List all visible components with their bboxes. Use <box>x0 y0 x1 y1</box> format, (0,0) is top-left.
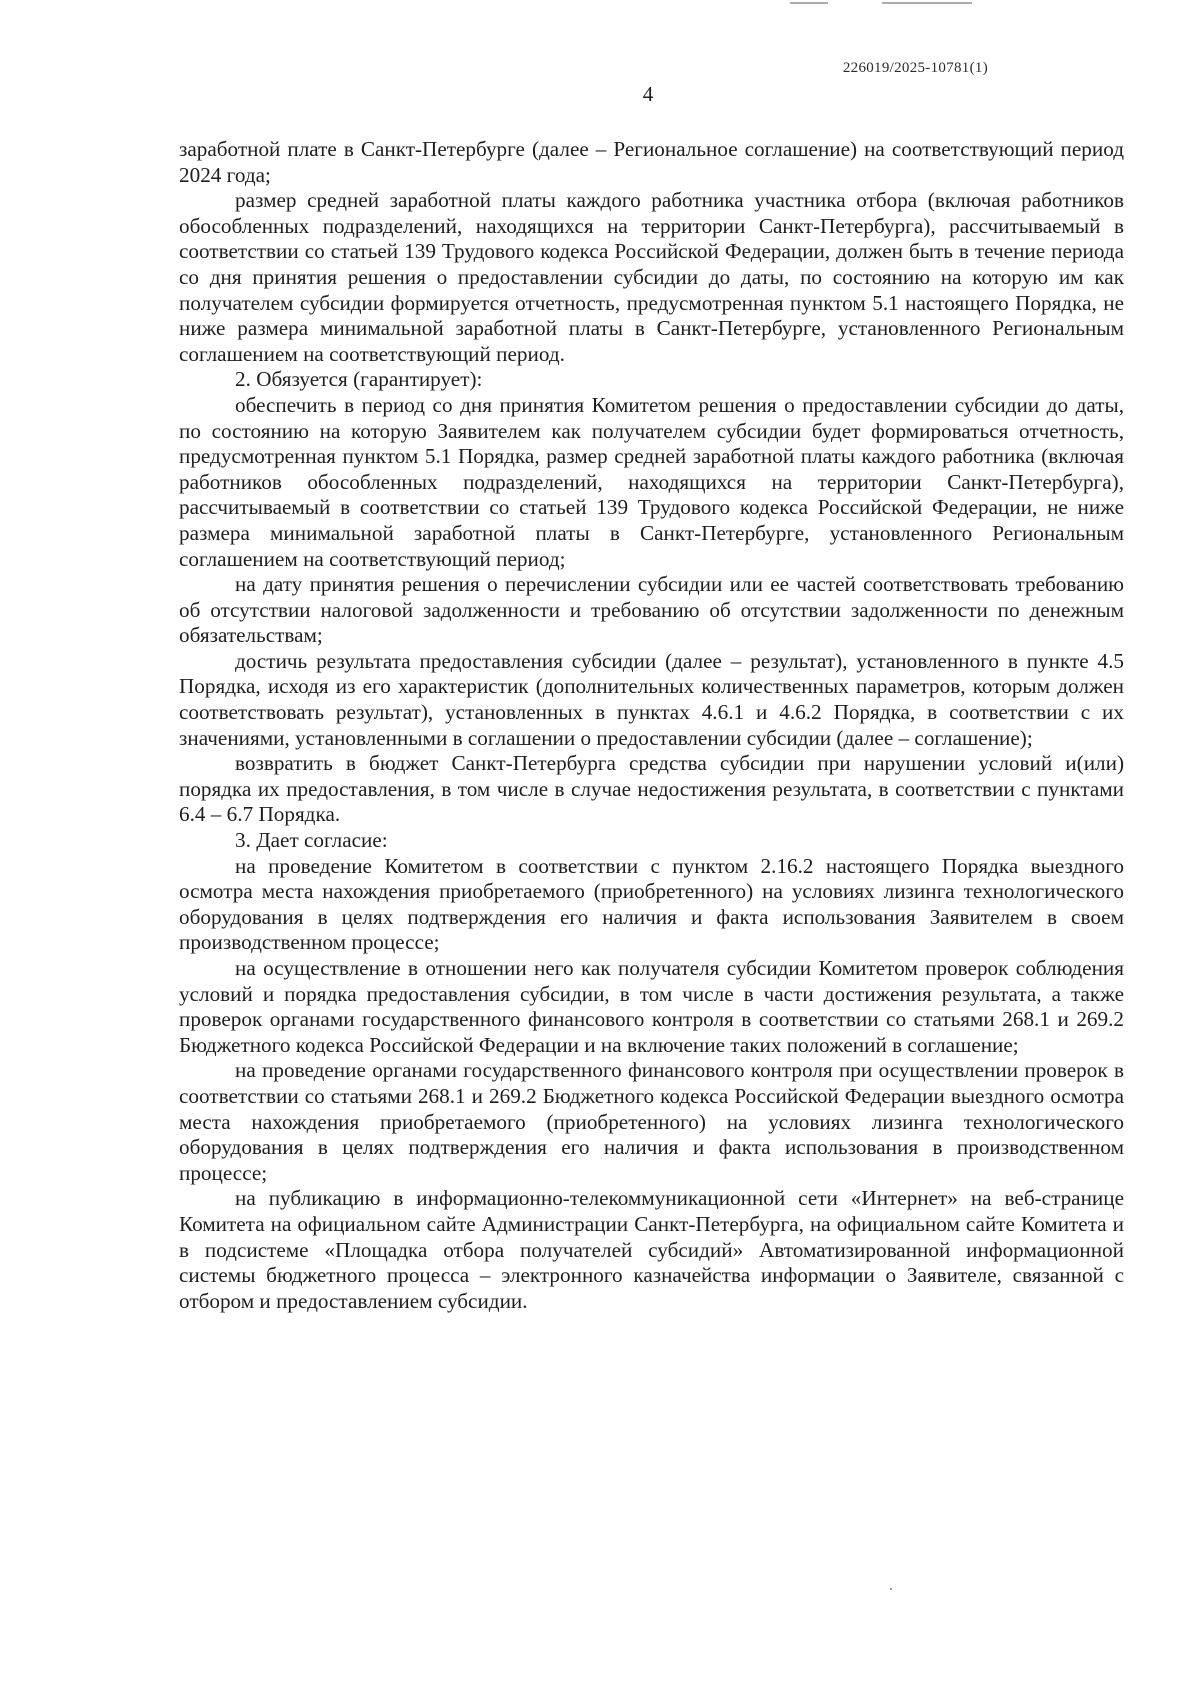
section-heading-obligations: 2. Обязуется (гарантирует): <box>235 367 483 392</box>
paragraph-compliance-checks: на осуществление в отношении него как получателя субсидии Комитетом проверок соблюдения условий и порядка предоставления субсидии, в том числе в части достижения результата, а также проверок органами государственного финансового контроля в соответствии со статьями 268.1 и 269.2 Бюджетного кодекса Российской Федерации и на включение таких положений в соглашение; <box>179 956 1124 1057</box>
paragraph-no-debt: на дату принятия решения о перечислении субсидии или ее частей соответствовать требованию об отсутствии налоговой задолженности и требованию об отсутствии задолженности по денежным обязательствам; <box>179 572 1124 648</box>
scan-artifact-marks <box>790 2 990 6</box>
paragraph-ensure-salary: обеспечить в период со дня принятия Комитетом решения о предоставлении субсидии до даты, по состоянию на которую Заявителем как получателем субсидии будет формироваться отчетность, предусмотренная пунктом 5.1 Порядка, размер средней заработной платы каждого работника (включая работников обособленных подразделений, находящихся на территории Санкт-Петербурга), рассчитываемый в соответствии со статьей 139 Трудового кодекса Российской Федерации, не ниже размера минимальной заработной платы в Санкт-Петербурге, установленного Региональным соглашением на соответствующий период; <box>179 392 1124 571</box>
section-heading-consent: 3. Дает согласие: <box>235 828 388 853</box>
scan-artifact-dot <box>890 1588 892 1590</box>
document-registration-number: 226019/2025-10781(1) <box>842 60 988 76</box>
paragraph-committee-inspection: на проведение Комитетом в соответствии с пунктом 2.16.2 настоящего Порядка выездного осмотра места нахождения приобретаемого (приобретенного) на условиях лизинга технологического оборудования в целях подтверждения его наличия и факта использования Заявителем в своем производственном процессе; <box>179 853 1124 955</box>
page-number: 4 <box>642 82 654 106</box>
paragraph-return-funds: возвратить в бюджет Санкт-Петербурга средства субсидии при нарушении условий и(или) порядка их предоставления, в том числе в случае недостижения результата, в соответствии с пунктами 6.4 – 6.7 Порядка. <box>179 751 1124 827</box>
paragraph-publication: на публикацию в информационно-телекоммуникационной сети «Интернет» на веб-странице Комитета на официальном сайте Администрации Санкт-Петербурга, на официальном сайте Комитета и в подсистеме «Площадка отбора получателей субсидий» Автоматизированной информационной системы бюджетного процесса – электронного казначейства информации о Заявителе, связанной с отбором и предоставлением субсидии. <box>179 1186 1124 1313</box>
paragraph-salary-requirement: размер средней заработной платы каждого работника участника отбора (включая работников обособленных подразделений, находящихся на территории Санкт-Петербурга), рассчитываемый в соответствии со статьей 139 Трудового кодекса Российской Федерации, должен быть в течение периода со дня принятия решения о предоставлении субсидии до даты, по состоянию на которую им как получателем субсидии формируется отчетность, предусмотренная пунктом 5.1 настоящего Порядка, не ниже размера минимальной заработной платы в Санкт-Петербурге, установленного Региональным соглашением на соответствующий период. <box>179 188 1124 366</box>
paragraph-continuation: заработной плате в Санкт-Петербурге (далее – Региональное соглашение) на соответствующий период 2024 года; <box>179 137 1124 187</box>
paragraph-achieve-result: достичь результата предоставления субсидии (далее – результат), установленного в пункте 4.5 Порядка, исходя из его характеристик (дополнительных количественных параметров, которым должен соответствовать результат), установленных в пунктах 4.6.1 и 4.6.2 Порядка, в соответствии с их значениями, установленными в соглашении о предоставлении субсидии (далее – соглашение); <box>179 648 1124 750</box>
paragraph-financial-control: на проведение органами государственного финансового контроля при осуществлении проверок в соответствии со статьями 268.1 и 269.2 Бюджетного кодекса Российской Федерации выездного осмотра места нахождения приобретаемого (приобретенного) на условиях лизинга технологического оборудования в целях подтверждения его наличия и факта использования в производственном процессе; <box>179 1058 1124 1185</box>
document-body <box>179 137 1124 1314</box>
